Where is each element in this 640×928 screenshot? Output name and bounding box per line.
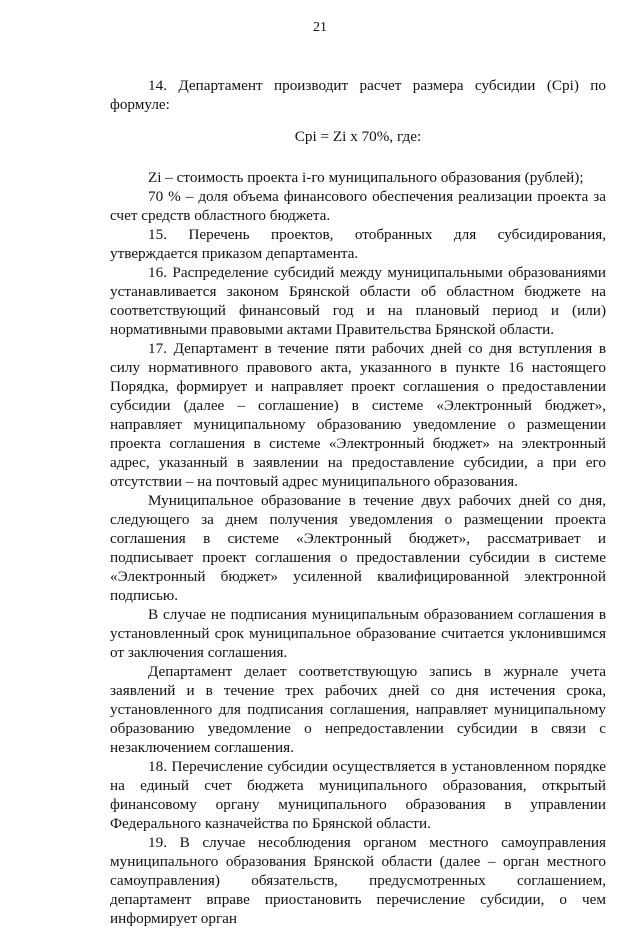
paragraph-15: 15. Перечень проектов, отобранных для субсидирования, утверждается приказом департамента. — [110, 226, 606, 262]
formula-definition-zi: Zi – стоимость проекта i-го муниципального образования (рублей); — [148, 169, 584, 186]
paragraph-14: 14. Департамент производит расчет размера субсидии (Cpi) по формуле: — [110, 77, 606, 113]
paragraph-16: 16. Распределение субсидий между муниципальными образованиями устанавливается законом Брянской области об областном бюджете на соответствующий финансовый год и на плановый период и (или) нормативными правовыми актами Правительства Брянской области. — [110, 264, 606, 338]
document-body — [110, 76, 606, 928]
paragraph-17-not-signed: В случае не подписания муниципальным образованием соглашения в установленный срок муниципальное образование считается уклонившимся от заключения соглашения. — [110, 606, 606, 661]
paragraph-17: 17. Департамент в течение пяти рабочих дней со дня вступления в силу нормативного правового акта, указанного в пункте 16 настоящего Порядка, формирует и направляет проект соглашения о предоставлении субсидии (далее – соглашение) в системе «Электронный бюджет», направляет муниципальному образованию уведомление о размещении проекта соглашения в системе «Электронный бюджет» на электронный адрес, указанный в заявлении на предоставление субсидии, а при его отсутствии – на почтовый адрес муниципального образования. — [110, 340, 606, 490]
paragraph-19: 19. В случае несоблюдения органом местного самоуправления муниципального образования Брянской области (далее – орган местного самоуправления) обязательств, предусмотренных соглашением, департамент вправе приостановить перечисление субсидии, о чем информирует орган — [110, 834, 606, 927]
paragraph-17-notification: Департамент делает соответствующую запись в журнале учета заявлений и в течение трех рабочих дней со дня истечения срока, установленного для подписания соглашения, направляет муниципальному образованию уведомление о непредоставлении субсидии в связи с незаключением соглашения. — [110, 663, 606, 756]
subsidy-formula: Cpi = Zi x 70%, где: — [294, 128, 422, 145]
formula-definition-70-percent: 70 % – доля объема финансового обеспечения реализации проекта за счет средств областного бюджета. — [110, 188, 606, 224]
page-number: 21 — [313, 20, 327, 35]
paragraph-18: 18. Перечисление субсидии осуществляется в установленном порядке на единый счет бюджета муниципального образования, открытый финансовому органу муниципального образования в управлении Федерального казначейства по Брянской области. — [110, 758, 606, 832]
paragraph-17-signing: Муниципальное образование в течение двух рабочих дней со дня, следующего за днем получения уведомления о размещении проекта соглашения в системе «Электронный бюджет», рассматривает и подписывает проект соглашения о предоставлении субсидии в системе «Электронный бюджет» усиленной квалифицированной электронной подписью. — [110, 492, 606, 604]
